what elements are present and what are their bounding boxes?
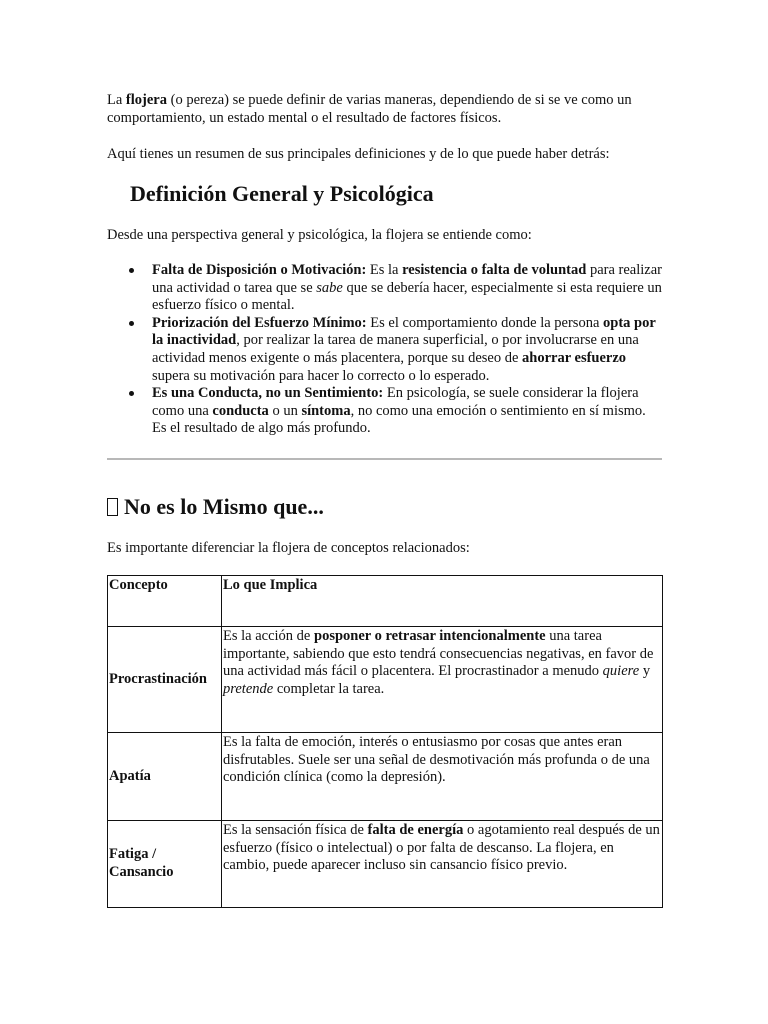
item-bold: ahorrar esfuerzo (522, 349, 627, 366)
cell-text: Es la sensación física de (223, 822, 368, 838)
definition-lead: Desde una perspectiva general y psicológica, la flojera se entiende como: (107, 227, 532, 243)
section-heading-text: No es lo Mismo que... (124, 494, 324, 519)
item-text: , no como una emoción o sentimiento en sí mismo. Es el resultado de algo más profundo. (152, 402, 646, 437)
item-text: supera su motivación para hacer lo correcto o lo esperado. (152, 367, 490, 384)
item-bold: resistencia o falta de voluntad (402, 262, 587, 278)
table-cell-description (222, 821, 663, 908)
item-text: En psicología, se suele considerar la flojera como una (152, 385, 639, 419)
list-item (107, 385, 662, 438)
cell-italic: pretende (223, 680, 274, 697)
item-text: Es la (366, 262, 403, 278)
section-heading-comparison (107, 494, 662, 520)
intro-text: La (107, 92, 126, 108)
cell-text: Es la acción de (223, 628, 314, 644)
intro-paragraph (107, 92, 662, 127)
table-cell-term: Apatía (108, 733, 222, 821)
table-header-row (108, 576, 663, 627)
bullet-icon (129, 321, 134, 326)
item-text: o un (268, 402, 302, 419)
item-italic: sabe (316, 279, 343, 296)
item-text: que se debería hacer, especialmente si esta requiere un esfuerzo físico o mental. (152, 279, 662, 314)
table-cell-term: Procrastinación (108, 627, 222, 733)
cell-text: una tarea importante, sabiendo que esto tendrá consecuencias negativas, en favor de una actividad más fácil o placentera. El procrastinador a menudo (223, 628, 654, 680)
cell-text: y (639, 663, 651, 680)
cell-italic: quiere (602, 663, 640, 680)
comparison-lead: Es importante diferenciar la flojera de conceptos relacionados: (107, 540, 470, 556)
item-text: , por realizar la tarea de manera superficial, o por involucrarse en una actividad menos exigente o más placentera, porque su deseo de (152, 332, 639, 366)
item-bold: conducta (212, 402, 269, 419)
cell-text: o agotamiento real después de un esfuerzo (físico o intelectual) o por falta de descanso. La flojera, en cambio, puede aparecer incluso sin cansancio físico previo. (223, 822, 660, 874)
table-row (108, 733, 663, 821)
cell-text: completar la tarea. (273, 680, 385, 697)
item-title: Falta de Disposición o Motivación: (152, 262, 367, 278)
cell-bold: falta de energía (367, 822, 464, 838)
table-cell-term: Fatiga / Cansancio (108, 821, 222, 908)
item-bold: opta por la inactividad (152, 314, 656, 349)
definition-list (107, 262, 662, 438)
item-bold: síntoma (301, 402, 351, 419)
table-row (108, 821, 663, 908)
table-cell-description (222, 627, 663, 733)
bullet-icon (129, 391, 134, 396)
section-heading-definition: Definición General y Psicológica (130, 181, 434, 206)
section-divider (107, 458, 662, 460)
column-header-meaning: Lo que Implica (222, 576, 663, 627)
comparison-table (107, 575, 663, 908)
item-title: Es una Conducta, no un Sentimiento: (152, 385, 384, 402)
column-header-concept: Concepto (108, 576, 222, 627)
item-title: Priorización del Esfuerzo Mínimo: (152, 314, 367, 331)
missing-glyph-box-icon (107, 498, 118, 516)
table-cell-description: Es la falta de emoción, interés o entusiasmo por cosas que antes eran disfrutables. Suele ser una señal de desmotivación más profunda o de una condición clínica (como la depresión). (222, 733, 663, 821)
table-row (108, 627, 663, 733)
bullet-icon (129, 268, 134, 273)
intro-bold-term: flojera (125, 92, 167, 108)
list-item (107, 262, 662, 315)
cell-bold: posponer o retrasar intencionalmente (314, 628, 546, 644)
item-text: Es el comportamiento donde la persona (366, 314, 604, 331)
summary-paragraph: Aquí tienes un resumen de sus principales definiciones y de lo que puede haber detrás: (107, 146, 610, 162)
item-text: para realizar una actividad o tarea que se (152, 262, 662, 296)
intro-text: (o pereza) se puede definir de varias maneras, dependiendo de si se ve como un comportamiento, un estado mental o el resultado de factores físicos. (107, 92, 632, 126)
list-item (107, 315, 662, 385)
